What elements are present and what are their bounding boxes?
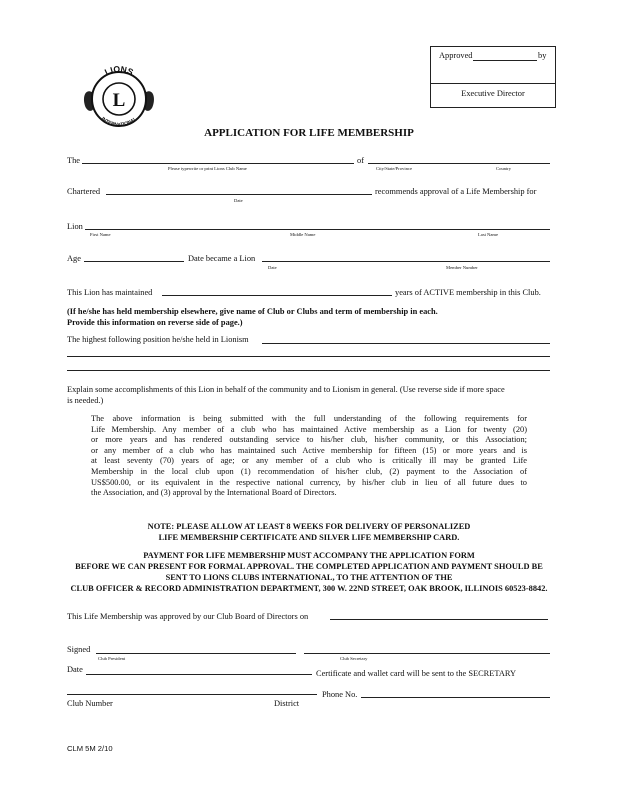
date-label: Date [67,665,83,674]
accomplishments-line1: Explain some accomplishments of this Lion in behalf of the community and to Lionism in general. (Use reverse side if more space [67,385,505,394]
board-approval-label: This Life Membership was approved by our Club Board of Directors on [67,612,309,621]
requirements-line: Life Membership. Any member of a club who has maintained Active membership as a Lion for twenty (20) [91,424,527,434]
signed-label: Signed [67,645,91,654]
lion-label: Lion [67,222,83,231]
first-name-hint: First Name [90,232,111,237]
phone-label: Phone No. [322,690,358,699]
form-title: APPLICATION FOR LIFE MEMBERSHIP [204,127,414,139]
years-active-field[interactable] [162,295,392,296]
date-became-lion-field[interactable] [262,261,550,262]
form-code: CLM 5M 2/10 [67,744,113,753]
certificate-note: Certificate and wallet card will be sent to the SECRETARY [316,669,517,678]
city-state-hint: City/State/Province [376,166,412,171]
requirements-line: or any member of a club who has maintained such Active membership for fifteen (15) or more years and is [91,445,527,455]
payment-note-line1: PAYMENT FOR LIFE MEMBERSHIP MUST ACCOMPANY THE APPLICATION FORM [143,551,475,560]
by-label: by [538,51,547,60]
approved-by-field[interactable] [473,60,537,61]
club-name-hint: Please typewrite or print Lions Club Name [168,166,247,171]
lions-logo-emblem [80,66,158,132]
payment-note-line4: CLUB OFFICER & RECORD ADMINISTRATION DEPARTMENT, 300 W. 22ND STREET, OAK BROOK, ILLINOIS 60523-8842. [70,584,548,593]
club-name-field[interactable] [82,163,354,164]
delivery-note-line1: NOTE: PLEASE ALLOW AT LEAST 8 WEEKS FOR DELIVERY OF PERSONALIZED [147,522,471,531]
highest-position-field-line2[interactable] [67,356,550,357]
logo-letter: L [112,90,126,111]
approval-box [430,46,556,108]
delivery-note-line2: LIFE MEMBERSHIP CERTIFICATE AND SILVER LIFE MEMBERSHIP CARD. [158,533,460,542]
date-hint: Date [268,265,277,270]
country-hint: Country [496,166,512,171]
requirements-line: US$500.00, or its equivalent in the respective national currency, by his/her club in lieu of all future dues to [91,477,527,487]
approved-label: Approved [439,51,473,60]
chartered-label: Chartered [67,187,101,196]
requirements-line: The above information is being submitted with the full understanding of the following requirements for [91,414,527,423]
last-name-hint: Last Name [478,232,499,237]
lion-name-field[interactable] [85,229,550,230]
club-number-district-field[interactable] [67,694,317,695]
highest-position-field-line3[interactable] [67,370,550,371]
payment-note-line3: SENT TO LIONS CLUBS INTERNATIONAL, TO THE ATTENTION OF THE [165,573,453,582]
club-number-label: Club Number [67,699,113,708]
approval-divider [431,83,555,84]
district-label: District [274,699,300,708]
maintained-label: This Lion has maintained [67,288,153,297]
years-active-text: years of ACTIVE membership in this Club. [395,288,541,297]
chartered-date-field[interactable] [106,194,372,195]
requirements-line: at least seventy (70) years of age; or any member of a club who is critically ill may be granted Life [91,456,527,466]
requirements-line: the Association, and (3) approval by the International Board of Directors. [91,488,337,498]
other-clubs-note-line2: Provide this information on reverse side of page.) [67,318,243,327]
club-secretary-signature-field[interactable] [304,653,550,654]
club-secretary-hint: Club Secretary [340,656,368,661]
phone-field[interactable] [361,697,550,698]
other-clubs-note-line1: (If he/she has held membership elsewhere, give name of Club or Clubs and term of membership in each. [67,307,438,316]
recommends-text: recommends approval of a Life Membership for [375,187,537,196]
board-approval-date-field[interactable] [330,619,548,620]
requirements-line: or more years and has rendered outstanding service to his/her club, his/her community, or this Association; [91,435,527,445]
payment-note-line2: BEFORE WE CAN PRESENT FOR FORMAL APPROVAL. THE COMPLETED APPLICATION AND PAYMENT SHOULD BE [75,562,543,571]
city-country-field[interactable] [368,163,550,164]
highest-position-field[interactable] [262,343,550,344]
the-label: The [67,156,81,165]
club-president-hint: Club President [98,656,126,661]
requirements-line: Membership in the local club upon (1) recommendation of his/her club, (2) payment to the Association of [91,466,527,476]
requirements-paragraph [91,414,527,499]
age-label: Age [67,254,81,263]
lions-logo [80,66,158,132]
club-president-signature-field[interactable] [96,653,296,654]
middle-name-hint: Middle Name [290,232,316,237]
accomplishments-line2: is needed.) [67,396,104,405]
member-number-hint: Member Number [446,265,478,270]
logo-top-text: LIONS [103,66,135,78]
highest-position-label: The highest following position he/she held in Lionism [67,335,249,344]
date-field[interactable] [86,674,312,675]
of-label: of [357,156,364,165]
executive-director-label: Executive Director [461,89,525,98]
logo-bottom-text: INTERNATIONAL [99,116,139,129]
age-field[interactable] [84,261,184,262]
chartered-date-hint: Date [234,198,243,203]
date-became-lion-label: Date became a Lion [188,254,256,263]
